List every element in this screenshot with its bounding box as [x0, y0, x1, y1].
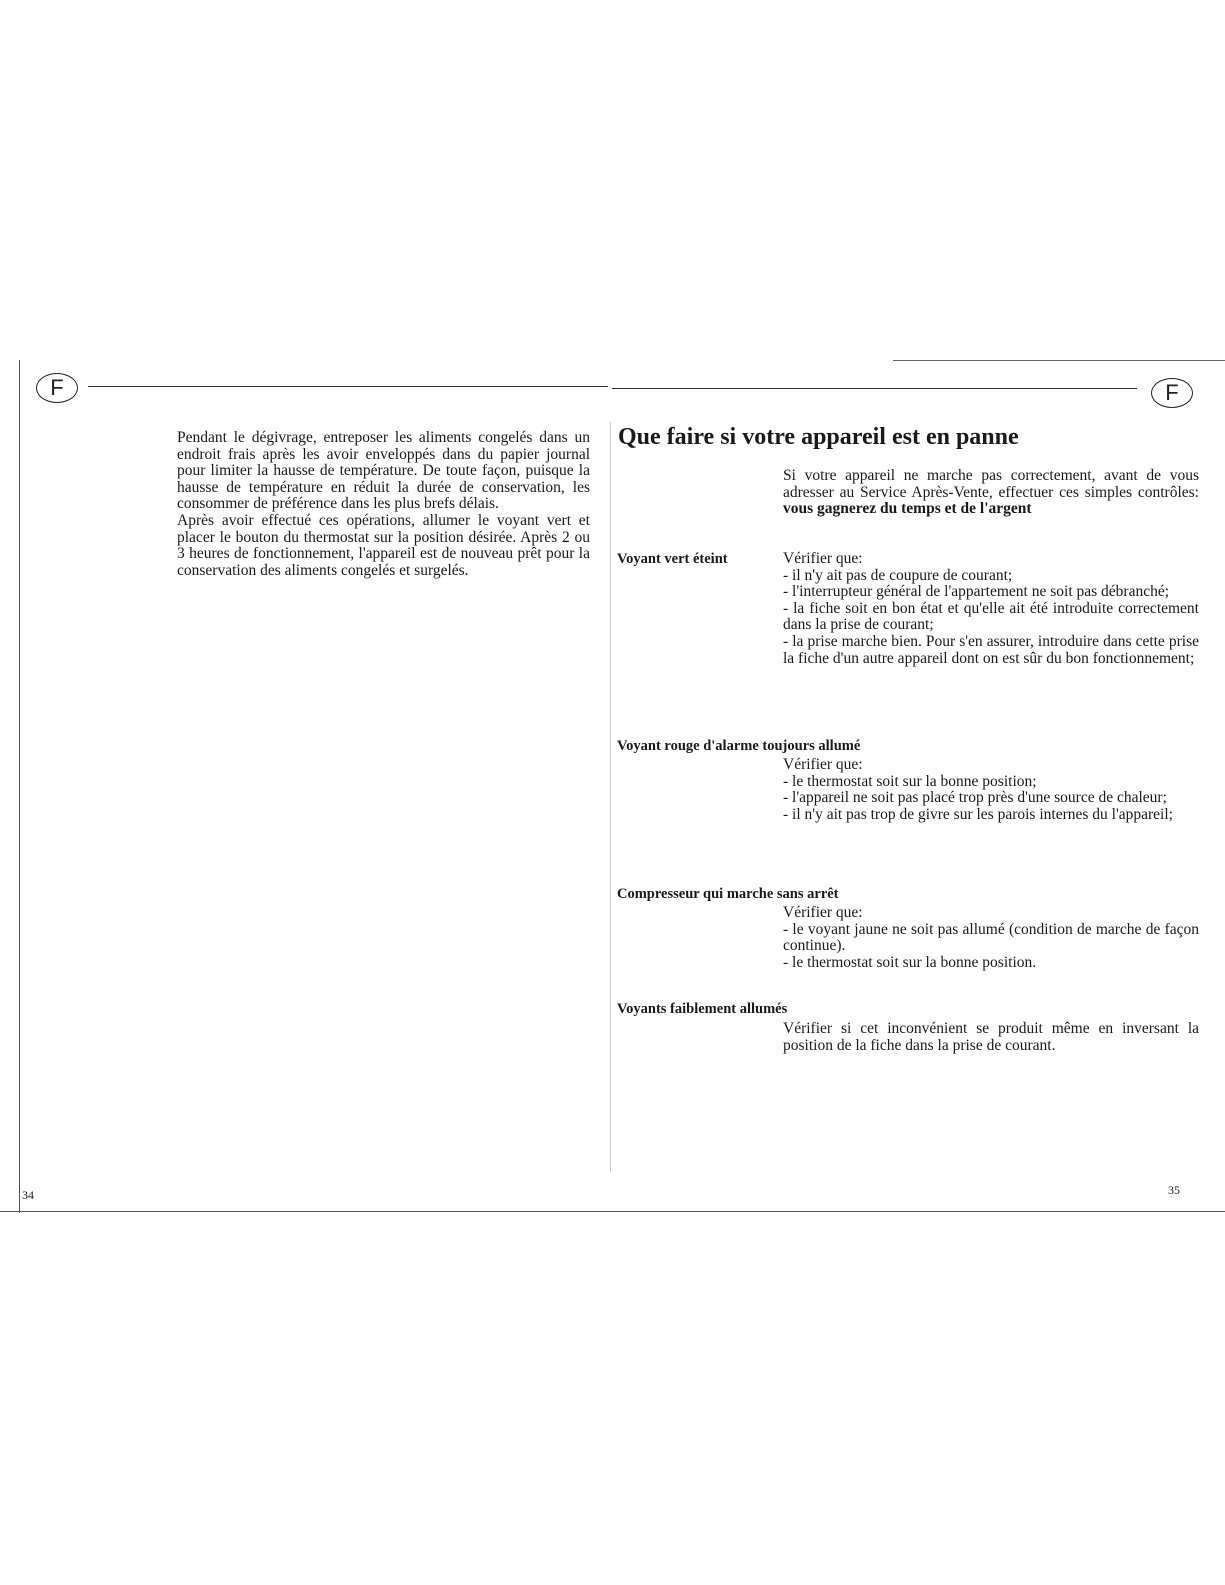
language-badge-right: F: [1151, 378, 1193, 408]
section-line: - la prise marche bien. Pour s'en assurer, introduire dans cette prise la fiche d'un autre appareil dont on est sûr du bon fonctionnement;: [783, 632, 1199, 667]
section-line: - il n'y ait pas trop de givre sur les parois internes du l'appareil;: [783, 805, 1173, 823]
page-number-left: 34: [22, 1188, 34, 1202]
top-rule-left: [88, 386, 608, 387]
language-badge-left: F: [36, 373, 78, 403]
section-line: - le thermostat soit sur la bonne position.: [783, 953, 1037, 971]
section-heading-compresseur: Compresseur qui marche sans arrêt: [617, 886, 839, 902]
section-line: - le voyant jaune ne soit pas allumé (condition de marche de façon continue).: [783, 920, 1199, 955]
left-page-edge: [19, 360, 20, 1213]
section-body-compresseur: [783, 905, 1199, 971]
section-line: - le thermostat soit sur la bonne position;: [783, 772, 1037, 790]
section-body-voyant-vert: [783, 551, 1199, 667]
section-line: Vérifier que:: [783, 904, 863, 921]
section-line: Vérifier que:: [783, 550, 863, 567]
gutter-line: [610, 422, 611, 1172]
section-line: - il n'y ait pas de coupure de courant;: [783, 566, 1013, 584]
section-line: Vérifier que:: [783, 756, 863, 773]
intro-text: Si votre appareil ne marche pas correctement, avant de vous adresser au Service Après-Vente, effectuer ces simples contrôles:: [783, 467, 1199, 501]
top-rule-right: [612, 388, 1137, 389]
intro-paragraph: [783, 468, 1199, 518]
section-line: - la fiche soit en bon état et qu'elle ait été introduite correctement dans la prise de courant;: [783, 599, 1199, 634]
section-line: - l'appareil ne soit pas placé trop près d'une source de chaleur;: [783, 789, 1167, 807]
section-heading-voyants-faibles: Voyants faiblement allumés: [617, 1001, 788, 1017]
left-page-text: [177, 430, 590, 579]
section-line: - l'interrupteur général de l'appartement ne soit pas débranché;: [783, 583, 1170, 601]
left-paragraph-2: Après avoir effectué ces opérations, allumer le voyant vert et placer le bouton du thermostat sur la position désirée. Après 2 ou 3 heures de fonctionnement, l'appareil est de nouveau prêt pour la conservation des aliments congelés et surgelés.: [177, 511, 590, 579]
bottom-rule: [0, 1211, 1225, 1212]
section-body-voyant-rouge: [783, 757, 1199, 823]
top-rule-far-right: [893, 360, 1225, 361]
page-number-right: 35: [1168, 1183, 1180, 1197]
section-heading-voyant-rouge: Voyant rouge d'alarme toujours allumé: [617, 738, 861, 754]
intro-bold: vous gagnerez du temps et de l'argent: [783, 500, 1032, 518]
section-heading-voyant-vert: Voyant vert éteint: [617, 551, 728, 567]
section-line: Vérifier si cet inconvénient se produit même en inversant la position de la fiche dans la prise de courant.: [783, 1020, 1199, 1054]
left-paragraph-1: Pendant le dégivrage, entreposer les aliments congelés dans un endroit frais après les avoir enveloppés dans du papier journal pour limiter la hausse de température. De toute façon, puisque la hausse de température en réduit la durée de conservation, les consommer de préférence dans les plus brefs délais.: [177, 429, 590, 513]
section-body-voyants-faibles: [783, 1021, 1199, 1054]
page-title: Que faire si votre appareil est en panne: [618, 424, 1019, 450]
